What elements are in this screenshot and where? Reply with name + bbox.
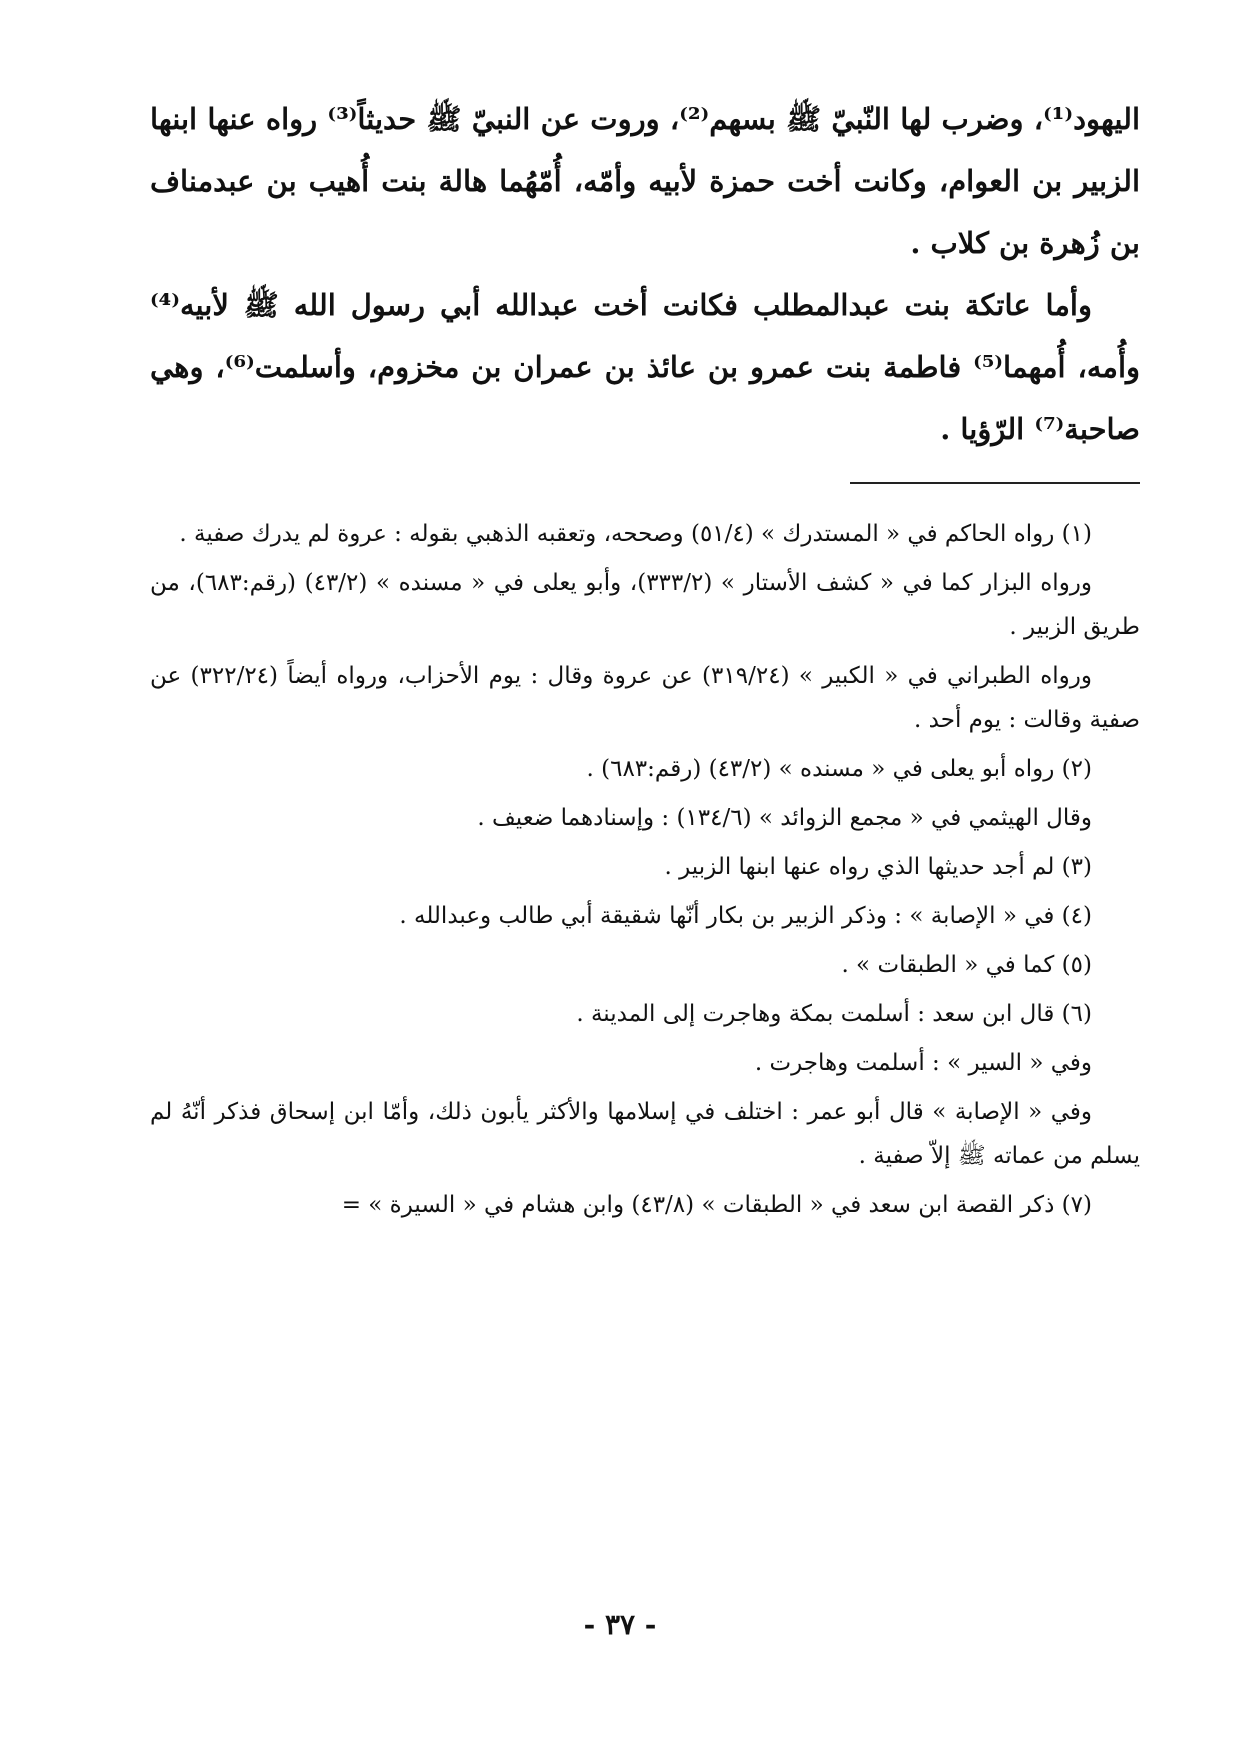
- footnote-4: (٤) في « الإصابة » : وذكر الزبير بن بكار أنّها شقيقة أبي طالب وعبدالله .: [399, 903, 1092, 929]
- page-content: [150, 88, 1140, 1232]
- main-paragraph-2: وأما عاتكة بنت عبدالمطلب فكانت أخت عبدالله أبي رسول الله ﷺ لأبيه⁽⁴⁾ وأُمه، أُمهما⁽⁵⁾ فاطمة بنت عمرو بن عائذ بن عمران بن مخزوم، وأسلمت⁽⁶⁾، وهي صاحبة⁽⁷⁾ الرّؤيا .: [150, 288, 1141, 446]
- footnote-1-continued-b: ورواه الطبراني في « الكبير » (٣١٩/٢٤) عن عروة وقال : يوم الأحزاب، ورواه أيضاً (٣٢٢/٢٤) عن صفية وقالت : يوم أحد .: [150, 663, 1140, 733]
- footnote-6-continued-a: وفي « السير » : أسلمت وهاجرت .: [754, 1050, 1092, 1076]
- footnote-2-continued: وقال الهيثمي في « مجمع الزوائد » (١٣٤/٦) : وإسنادهما ضعيف .: [477, 805, 1092, 831]
- main-paragraph-1: اليهود⁽¹⁾، وضرب لها النّبيّ ﷺ بسهم⁽²⁾، وروت عن النبيّ ﷺ حديثاً⁽³⁾ رواه عنها ابنها الزبير بن العوام، وكانت أخت حمزة لأبيه وأمّه، أُمّهُما هالة بنت أُهيب بن عبدمناف بن زُهرة بن كلاب .: [150, 102, 1141, 260]
- page-number: - ٣٧ -: [583, 1608, 657, 1641]
- footnote-3: (٣) لم أجد حديثها الذي رواه عنها ابنها الزبير .: [664, 854, 1092, 880]
- footnote-2: (٢) رواه أبو يعلى في « مسنده » (٤٣/٢) (رقم:٦٨٣) .: [586, 756, 1092, 782]
- footnote-5: (٥) كما في « الطبقات » .: [841, 952, 1092, 978]
- footnotes: [150, 512, 1140, 1227]
- footnote-1-continued-a: ورواه البزار كما في « كشف الأستار » (٣٣٣/٢)، وأبو يعلى في « مسنده » (٤٣/٢) (رقم:٦٨٣)، من طريق الزبير .: [150, 570, 1140, 640]
- footnote-7: (٧) ذكر القصة ابن سعد في « الطبقات » (٤٣/٨) وابن هشام في « السيرة » =: [341, 1192, 1092, 1218]
- footnote-separator: [850, 482, 1140, 484]
- footnote-1: (١) رواه الحاكم في « المستدرك » (٥١/٤) وصححه، وتعقبه الذهبي بقوله : عروة لم يدرك صفية .: [179, 521, 1092, 547]
- main-text: [150, 88, 1140, 460]
- footnote-6: (٦) قال ابن سعد : أسلمت بمكة وهاجرت إلى المدينة .: [576, 1001, 1092, 1027]
- footnote-6-continued-b: وفي « الإصابة » قال أبو عمر : اختلف في إسلامها والأكثر يأبون ذلك، وأمّا ابن إسحاق فذكر أنّهُ لم يسلم من عماته ﷺ إلاّ صفية .: [150, 1099, 1140, 1169]
